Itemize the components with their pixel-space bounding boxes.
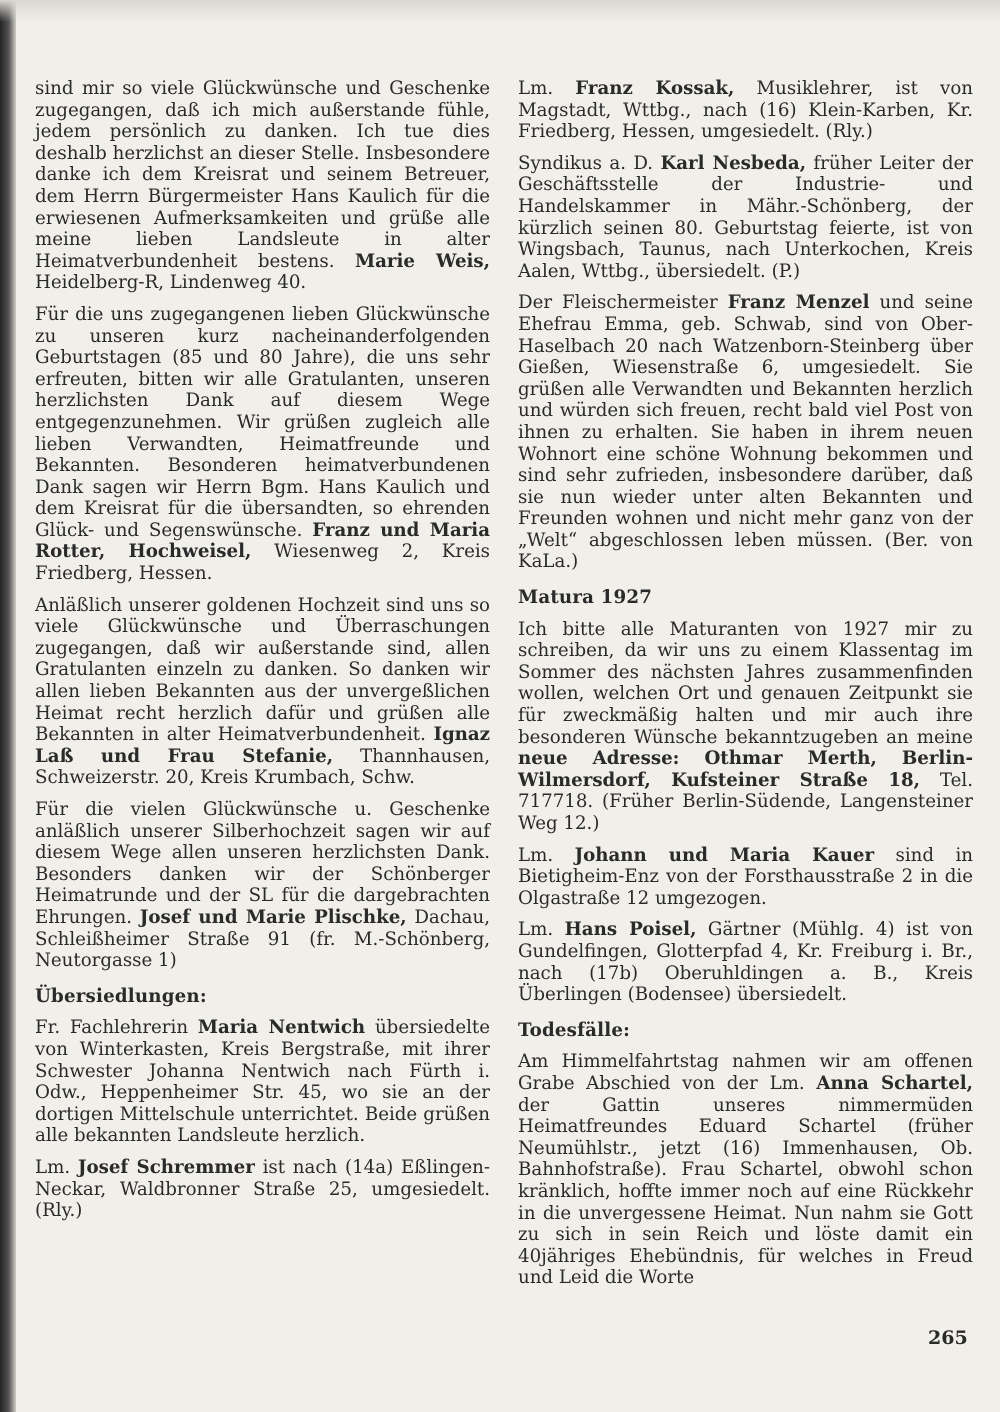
notice-text: der Gattin unseres nimmermüden Heimatfreundes Eduard Schartel (früher Neumühlstr., jetzt (16) Immenhausen, Ob. Bahnhofstraße). Frau Schartel, obwohl schon kränklich, hoffte immer noch auf eine Rückkehr in die unvergessene Heimat. Nun nahm sie Gott zu sich in sein Reich und löste damit ein 40jähriges Ehebündnis, für welches in Freud und Leid die Worte	[518, 1094, 973, 1289]
notice-text: Am Himmelfahrtstag nahmen wir am offenen Grabe Abschied von der Lm.	[518, 1051, 973, 1094]
notice-lass	[35, 595, 490, 789]
notice-text: und seine Ehefrau Emma, geb. Schwab, sind von Ober-Haselbach 20 nach Watzenborn-Steinberg über Gießen, Wiesenstraße 6, umgesiedelt. Sie grüßen alle Verwandten und Bekannten herzlich und würden sich freuen, recht bald viel Post von ihnen zu erhalten. Sie haben in ihrem neuen Wohnort eine schöne Wohnung bekommen und sind sehr zufrieden, insbesondere darüber, daß sie nun wieder unter alten Bekannten und Freunden wohnen und nicht mehr ganz von der „Welt“ abgeschlossen leben müssen. (Ber. von KaLa.)	[518, 292, 973, 573]
notice-text: Tel. 717718. (Früher Berlin-Südende, Langensteiner Weg 12.)	[518, 769, 973, 834]
notice-text: Wiesenweg 2, Kreis Friedberg, Hessen.	[35, 541, 491, 585]
notice-text: Lm.	[518, 919, 565, 941]
notice-text: sind mir so viele Glückwünsche und Geschenke zugegangen, daß ich mich außerstande fühle, jedem persönlich zu danken. Ich tue dies deshalb herzlichst an dieser Stelle. Insbesondere danke ich dem Kreisrat und seinem Betreuer, dem Herrn Bürgermeister Hans Kaulich für die erwiesenen Aufmerksamkeiten und grüße alle meine lieben Landsleute in alter Heimatverbundenheit bestens.	[35, 78, 490, 272]
notice-name: Johann und Maria Kauer	[574, 844, 875, 866]
notice-name: Maria Nentwich	[197, 1017, 366, 1039]
notice-name: Franz Kossak,	[575, 78, 735, 99]
section-heading-todesfaelle: Todesfälle:	[518, 1019, 631, 1041]
notice-text: Für die vielen Glückwünsche u. Geschenke anläßlich unserer Silberhochzeit sagen wir auf diesem Wege allen unseren herzlichsten Dank. Besonders danken wir der Schönberger Heimatrunde und der SL für die dargebrachten Ehrungen.	[35, 799, 490, 928]
notice-name: neue Adresse: Othmar Merth, Berlin-Wilmersdorf, Kufsteiner Straße 18,	[518, 748, 973, 791]
notice-text: früher Leiter der Geschäftsstelle der Industrie- und Handelskammer in Mähr.-Schönberg, der kürzlich seinen 80. Geburtstag feierte, ist von Wingsbach, Taunus, nach Unterkochen, Kreis Aalen, Wttbg., übersiedelt. (P.)	[518, 152, 973, 282]
notice-text: Heidelberg-R, Lindenweg 40.	[35, 272, 307, 294]
notice-text: Dachau, Schleißheimer Straße 91 (fr. M.-Schönberg, Neutorgasse 1)	[35, 906, 490, 972]
notice-kauer	[518, 845, 973, 910]
notice-schremmer	[35, 1157, 490, 1222]
notice-text: Anläßlich unserer goldenen Hochzeit sind uns so viele Glückwünsche und Überraschungen zugegangen, daß wir außerstande sind, allen Gratulanten einzeln zu danken. So danken wir allen lieben Bekannten aus der unvergeßlichen Heimat recht herzlich dafür und grüßen alle Bekannten in alter Heimatverbundenheit.	[35, 594, 490, 746]
notice-name: Franz Menzel	[727, 292, 870, 314]
notice-text: Thannhausen, Schweizerstr. 20, Kreis Krumbach, Schw.	[35, 745, 490, 789]
notice-name: Ignaz Laß und Frau Stefanie,	[35, 724, 490, 767]
page-number: 265	[928, 1327, 968, 1349]
notice-text: Lm.	[35, 1156, 78, 1178]
notice-kossak	[518, 78, 973, 143]
notice-text: Musiklehrer, ist von Magstadt, Wttbg., nach (16) Klein-Karben, Kr. Friedberg, Hessen, umgesiedelt. (Rly.)	[518, 78, 974, 143]
notice-text: übersiedelte von Winterkasten, Kreis Bergstraße, mit ihrer Schwester Johanna Nentwich nach Fürth i. Odw., Heppenheimer Str. 45, wo sie an der dortigen Mittelschule unterrichtet. Beide grüßen alle bekannten Landsleute herzlich.	[35, 1017, 490, 1147]
notice-text: Syndikus a. D.	[518, 152, 661, 174]
notice-merth	[518, 619, 973, 835]
notice-poisel	[518, 919, 973, 1005]
right-column	[518, 78, 973, 1299]
notice-name: Franz und Maria Rotter, Hochweisel,	[35, 519, 491, 563]
notice-text: Lm.	[518, 78, 576, 99]
notice-text: ist nach (14a) Eßlingen-Neckar, Waldbronner Straße 25, umgesiedelt. (Rly.)	[35, 1156, 490, 1222]
notice-plischke	[35, 799, 490, 972]
notice-name: Josef und Marie Plischke,	[139, 906, 407, 928]
notice-nesbeda	[518, 153, 973, 283]
notice-text: Ich bitte alle Maturanten von 1927 mir zu schreiben, da wir uns zu einem Klassentag im Sommer des nächsten Jahres zusammenfinden wollen, welchen Ort und genauen Zeitpunkt sie für zweckmäßig halten und mir auch ihre besonderen Wünsche bekanntzugeben an meine	[518, 618, 973, 748]
notice-text: sind in Bietigheim-Enz von der Forsthausstraße 2 in die Olgastraße 12 umgezogen.	[518, 844, 974, 909]
notice-nentwich	[35, 1017, 490, 1147]
notice-name: Anna Schartel,	[816, 1072, 974, 1094]
notice-weis	[35, 78, 490, 294]
notice-text: Fr. Fachlehrerin	[35, 1017, 198, 1039]
notice-name: Hans Poisel,	[564, 919, 697, 941]
section-heading-uebersiedlungen: Übersiedlungen:	[35, 985, 207, 1007]
page-edge-shadow	[0, 0, 16, 1412]
page-top-shade	[0, 0, 1000, 22]
notice-text: Lm.	[518, 844, 575, 866]
left-column	[35, 78, 490, 1232]
section-heading-matura: Matura 1927	[518, 587, 653, 609]
notice-text: Gärtner (Mühlg. 4) ist von Gundelfingen, Glotterpfad 4, Kr. Freiburg i. Br., nach (17b) Oberuhldingen a. B., Kreis Überlingen (Bodensee) übersiedelt.	[518, 919, 973, 1006]
notice-text: Für die uns zugegangenen lieben Glückwünsche zu unseren kurz nacheinanderfolgenden Geburtstagen (85 und 80 Jahre), die uns sehr erfreuten, bitten wir alle Gratulanten, unseren herzlichsten Dank auf diesem Wege entgegenzunehmen. Wir grüßen zugleich alle lieben Verwandten, Heimatfreunde und Bekannten. Besonderen heimatverbundenen Dank sagen wir Herrn Bgm. Hans Kaulich und dem Kreisrat für die übersandten, so ehrenden Glück- und Segenswünsche.	[35, 303, 490, 541]
notice-menzel	[518, 292, 973, 573]
notice-name: Marie Weis,	[354, 250, 490, 272]
notice-rotter	[35, 304, 490, 585]
notice-name: Josef Schremmer	[77, 1156, 255, 1178]
notice-schartel	[518, 1051, 973, 1289]
notice-text: Der Fleischermeister	[518, 292, 728, 314]
notice-name: Karl Nesbeda,	[660, 152, 807, 174]
